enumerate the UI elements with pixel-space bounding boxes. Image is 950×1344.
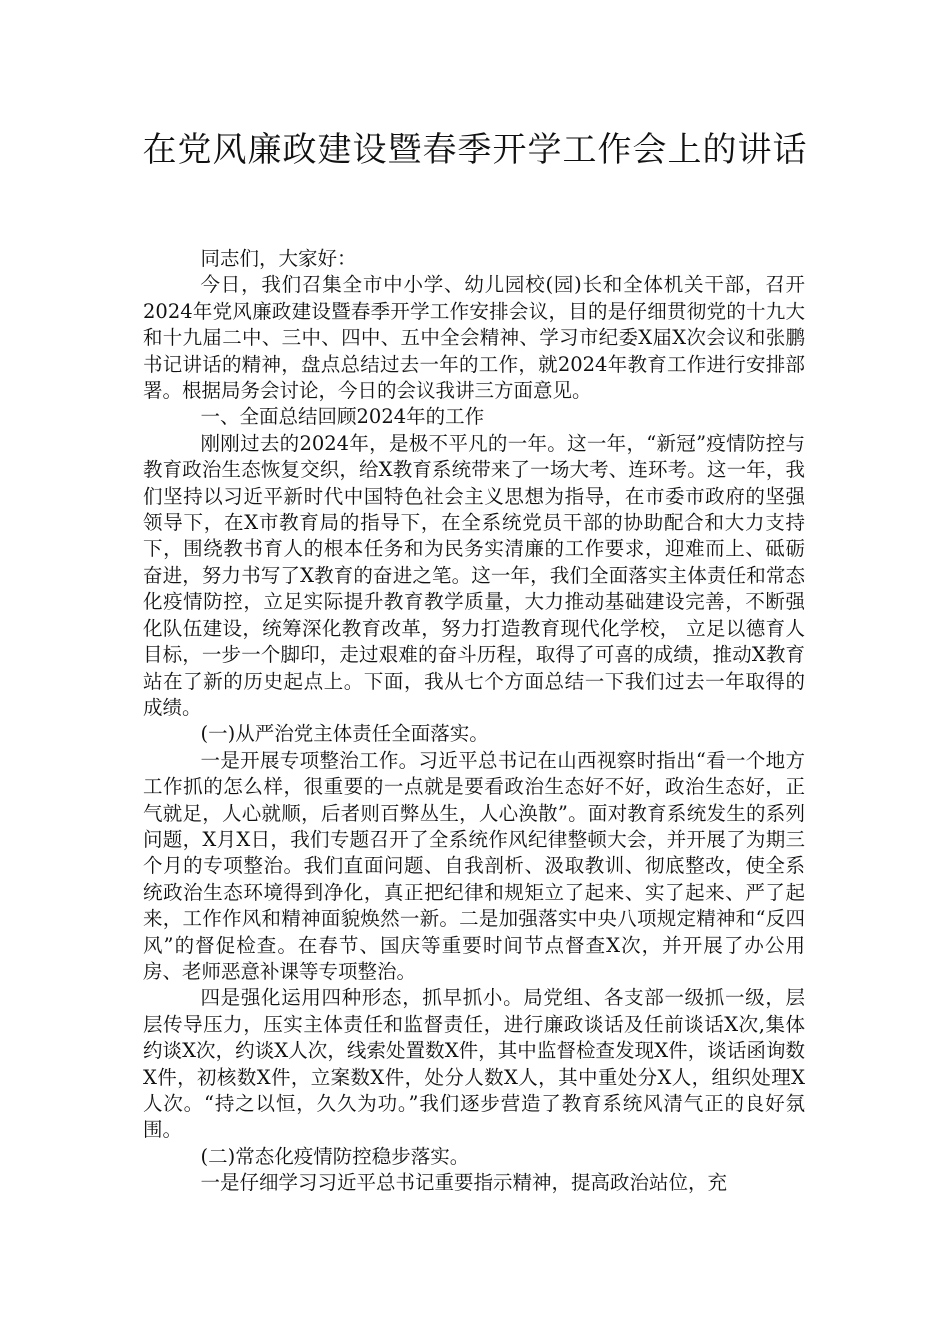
subsection-heading-1: (一)从严治党主体责任全面落实。 <box>200 722 489 746</box>
document-title: 在党风廉政建设暨春季开学工作会上的讲话 <box>142 130 808 170</box>
document-body <box>143 246 805 1197</box>
review-paragraph: 刚刚过去的2024年，是极不平凡的一年。这一年，“新冠”疫情防控与教育政治生态恢复交织，给X教育系统带来了一场大考、连环考。这一年，我们坚持以习近平新时代中国特色社会主义思想为指导，在市委市政府的坚强领导下，在X市教育局的指导下，在全系统党员干部的协助配合和大力支持下，围绕教书育人的根本任务和为民务实清廉的工作要求，迎难而上、砥砺奋进，努力书写了X教育的奋进之笔。这一年，我们全面落实主体责任和常态化疫情防控，立足实际提升教育教学质量，大力推动基础建设完善，不断强化队伍建设，统筹深化教育改革，努力打造教育现代化学校， 立足以德育人目标，一步一个脚印，走过艰难的奋斗历程，取得了可喜的成绩，推动X教育站在了新的历史起点上。下面，我从七个方面总结一下我们过去一年取得的成绩。 <box>143 431 805 719</box>
epidemic-paragraph: 一是仔细学习习近平总书记重要指示精神，提高政治站位，充 <box>200 1171 728 1195</box>
salutation-paragraph: 同志们，大家好： <box>200 247 357 270</box>
section-heading-1: 一、全面总结回顾2024年的工作 <box>200 405 485 429</box>
four-forms-paragraph: 四是强化运用四种形态，抓早抓小。局党组、各支部一级抓一级，层层传导压力，压实主体责任和监督责任，进行廉政谈话及任前谈话X次,集体约谈X次，约谈X人次，线索处置数X件，其中监督检查发现X件，谈话函询数X件，初核数X件，立案数X件，处分人数X人，其中重处分X人，组织处理X人次。“持之以恒，久久为功。”我们逐步营造了教育系统风清气正的良好氛围。 <box>143 986 805 1142</box>
intro-paragraph: 今日，我们召集全市中小学、幼儿园校(园)长和全体机关干部，召开2024年党风廉政建设暨春季开学工作安排会议，目的是仔细贯彻党的十九大和十九届二中、三中、四中、五中全会精神、学习市纪委X届X次会议和张鹏书记讲话的精神，盘点总结过去一年的工作，就2024年教育工作进行安排部署。根据局务会讨论，今日的会议我讲三方面意见。 <box>143 273 805 403</box>
subsection-heading-2: (二)常态化疫情防控稳步落实。 <box>200 1144 470 1168</box>
rectification-paragraph: 一是开展专项整治工作。习近平总书记在山西视察时指出“看一个地方工作抓的怎么样，很重要的一点就是要看政治生态好不好，政治生态好，正气就足，人心就顺，后者则百弊丛生，人心涣散”。面对教育系统发生的系列问题，X月X日，我们专题召开了全系统作风纪律整顿大会，并开展了为期三个月的专项整治。我们直面问题、自我剖析、汲取教训、彻底整改，使全系统政治生态环境得到净化，真正把纪律和规矩立了起来、实了起来、严了起来，工作作风和精神面貌焕然一新。二是加强落实中央八项规定精神和“反四风”的督促检查。在春节、国庆等重要时间节点督查X次，并开展了办公用房、老师恶意补课等专项整治。 <box>143 748 805 983</box>
